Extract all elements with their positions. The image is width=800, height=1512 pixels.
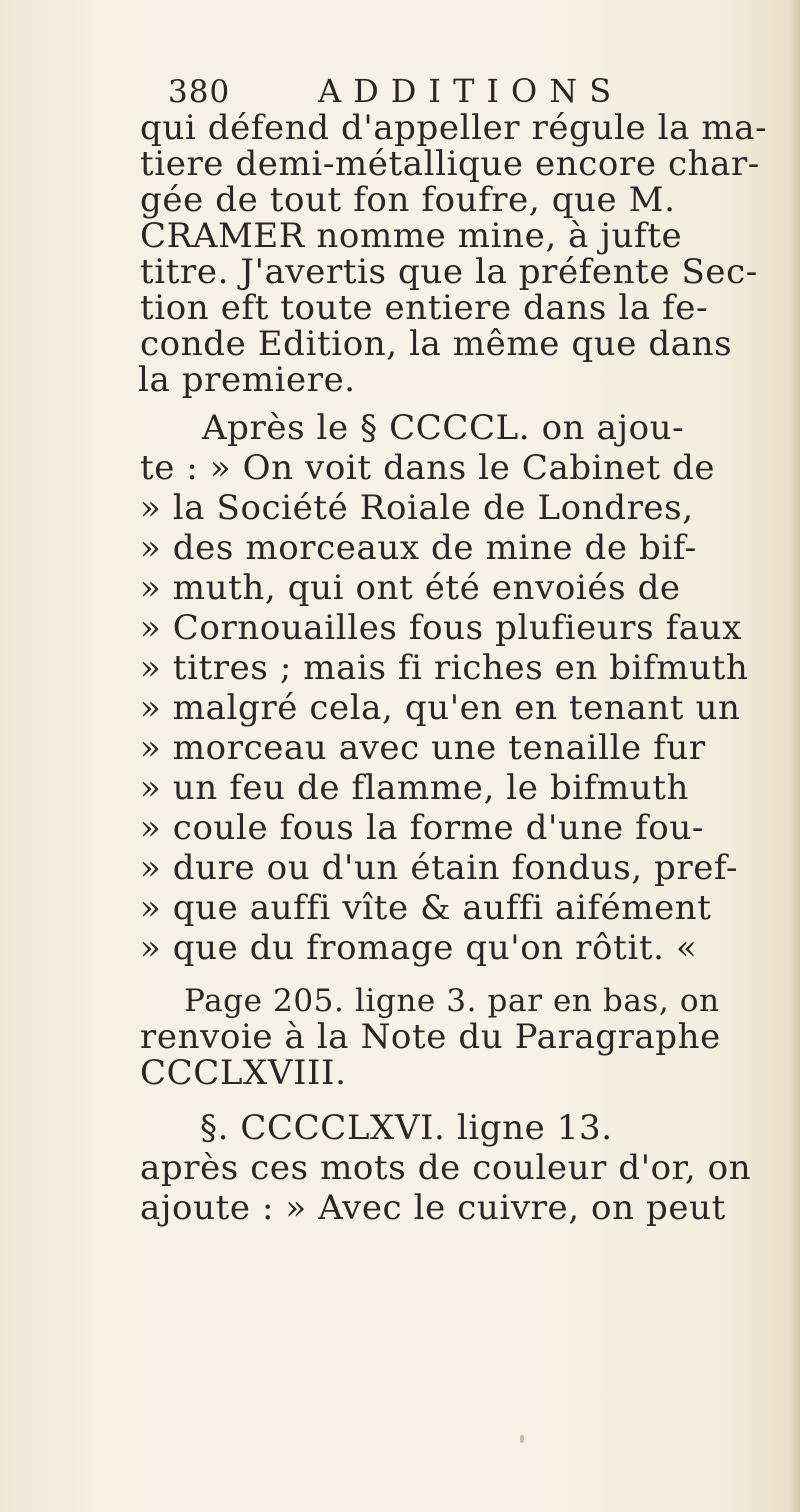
text-line: Page 205. ligne 3. par en bas, on [184,983,720,1019]
paper-speck [520,1435,524,1443]
text-line: qui défend d'appeller régule la ma- [140,108,768,148]
text-line: te : » On voit dans le Cabinet de [140,448,716,488]
text-line: après ces mots de couleur d'or, on [140,1148,752,1188]
page-edge-shadow [790,0,800,1512]
section-reference: §. CCCCLXVI. ligne 13. [200,1108,613,1148]
quote-line: » titres ; mais fi riches en bifmuth [140,648,749,688]
text-line: gée de tout fon foufre, que M. [140,180,676,220]
quote-line: » que auffi vîte & auffi aifément [140,888,712,928]
quote-line: » des morceaux de mine de bif- [140,528,697,568]
text-line: tiere demi-métallique encore char- [140,144,760,184]
running-title: ADDITIONS [318,72,624,110]
text-line: CCCLXVIII. [140,1053,347,1093]
text-line: CRAMER nomme mine, à jufte [140,216,683,256]
quote-line: » un feu de flamme, le bifmuth [140,768,689,808]
text-line: renvoie à la Note du Paragraphe [140,1017,721,1057]
quote-line: » dure ou d'un étain fondus, pref- [140,848,739,888]
quote-line: » coule fous la forme d'une fou- [140,808,704,848]
text-line: la premiere. [138,360,356,400]
quote-line: » que du fromage qu'on rôtit. « [140,928,698,968]
quote-line: » Cornouailles fous plufieurs faux [140,608,742,648]
page-number: 380 [168,74,231,110]
quote-line: » malgré cela, qu'en en tenant un [140,688,741,728]
quote-line: » morceau avec une tenaille fur [140,728,706,768]
quote-line: » muth, qui ont été envoiés de [140,568,681,608]
text-line: conde Edition, la même que dans [140,324,733,364]
text-line: ajoute : » Avec le cuivre, on peut [140,1188,726,1228]
text-line: tion eft toute entiere dans la fe- [140,288,709,328]
text-line: Après le § CCCCL. on ajou- [202,408,685,448]
body-text [138,108,780,1228]
quote-line: » la Société Roiale de Londres, [140,488,694,528]
text-line: titre. J'avertis que la préfente Sec- [140,252,758,292]
